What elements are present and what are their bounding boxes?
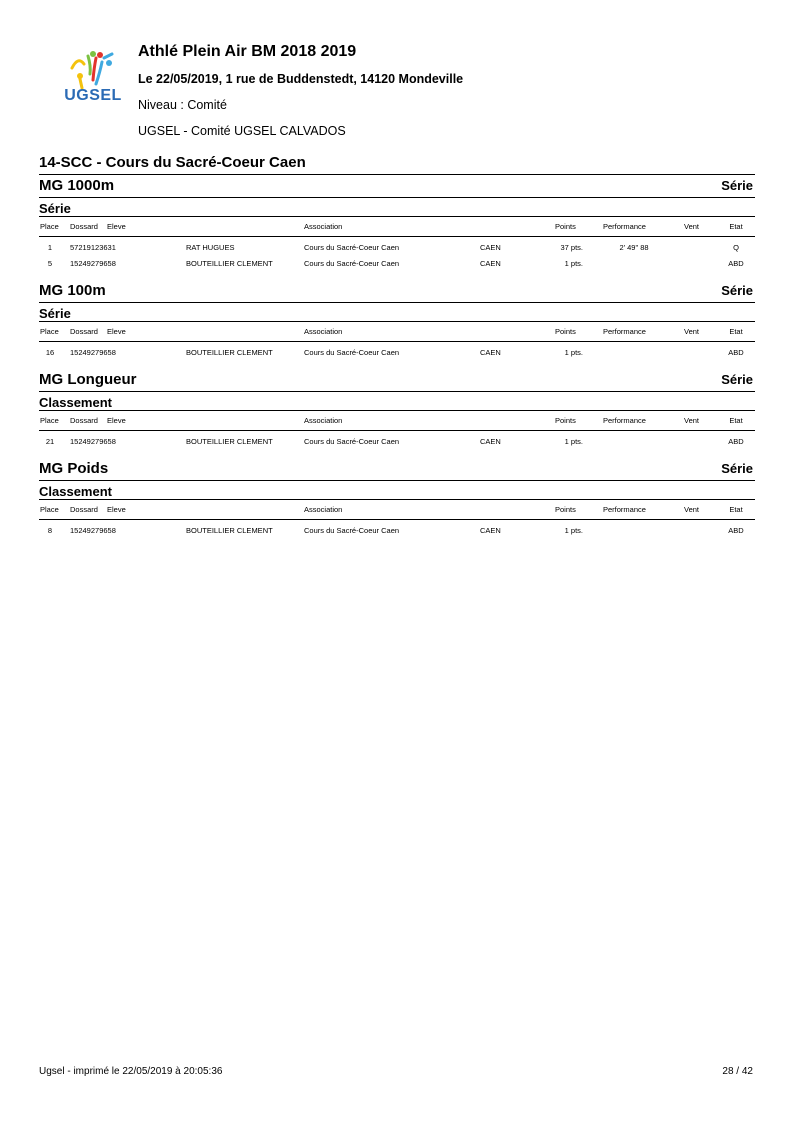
column-header-association: Association: [304, 222, 343, 231]
event-section: [39, 175, 755, 271]
column-header-points: Points: [555, 416, 576, 425]
city-cell: CAEN: [480, 243, 501, 252]
meeting-organization: UGSEL - Comité UGSEL CALVADOS: [138, 124, 346, 138]
column-header-performance: Performance: [603, 505, 646, 514]
event-section: [39, 280, 755, 360]
association-cell: Cours du Sacré-Coeur Caen: [304, 259, 400, 268]
event-header: [39, 280, 755, 303]
place-cell: 1: [47, 243, 53, 252]
event-type: Série: [721, 283, 753, 298]
event-header: [39, 175, 755, 198]
column-header-eleve: Eleve: [107, 505, 126, 514]
points-cell: 37 pts.: [560, 243, 583, 252]
event-type: Série: [721, 461, 753, 476]
performance-cell: 2' 49" 88: [619, 243, 649, 252]
table-header: [39, 500, 755, 520]
place-cell: 16: [45, 348, 55, 357]
ugsel-figures-icon: [60, 50, 126, 90]
event-section: [39, 458, 755, 538]
table-row: [39, 255, 755, 271]
logo-text: UGSEL: [64, 87, 122, 104]
print-info: Ugsel - imprimé le 22/05/2019 à 20:05:36: [39, 1066, 223, 1077]
column-header-etat: Etat: [729, 222, 743, 231]
column-header-vent: Vent: [684, 222, 700, 231]
round-name: Classement: [39, 395, 112, 410]
athlete-name-cell: BOUTEILLIER CLEMENT: [186, 348, 273, 357]
etat-cell: ABD: [728, 437, 744, 446]
city-cell: CAEN: [480, 526, 501, 535]
page-number: 28 / 42: [722, 1066, 753, 1077]
table-body: [39, 431, 755, 449]
column-header-vent: Vent: [684, 416, 700, 425]
city-cell: CAEN: [480, 348, 501, 357]
round-name: Classement: [39, 484, 112, 499]
athlete-name-cell: BOUTEILLIER CLEMENT: [186, 259, 273, 268]
column-header-association: Association: [304, 505, 343, 514]
association-cell: Cours du Sacré-Coeur Caen: [304, 437, 400, 446]
dossard-cell: 15249279658: [70, 348, 116, 357]
athlete-name-cell: BOUTEILLIER CLEMENT: [186, 437, 273, 446]
city-cell: CAEN: [480, 259, 501, 268]
column-header-eleve: Eleve: [107, 222, 126, 231]
dossard-cell: 15249279658: [70, 437, 116, 446]
points-cell: 1 pts.: [564, 437, 583, 446]
points-cell: 1 pts.: [564, 259, 583, 268]
association-cell: Cours du Sacré-Coeur Caen: [304, 348, 400, 357]
round-header: [39, 198, 755, 217]
column-header-dossard: Dossard: [70, 416, 98, 425]
place-cell: 5: [47, 259, 53, 268]
column-header-eleve: Eleve: [107, 416, 126, 425]
etat-cell: ABD: [728, 259, 744, 268]
column-header-association: Association: [304, 416, 343, 425]
dossard-cell: 57219123631: [70, 243, 116, 252]
dossard-cell: 15249279658: [70, 259, 116, 268]
event-header: [39, 369, 755, 392]
table-header: [39, 217, 755, 237]
association-cell: Cours du Sacré-Coeur Caen: [304, 526, 400, 535]
points-cell: 1 pts.: [564, 348, 583, 357]
round-header: [39, 392, 755, 411]
association-cell: Cours du Sacré-Coeur Caen: [304, 243, 400, 252]
column-header-performance: Performance: [603, 416, 646, 425]
meeting-level: Niveau : Comité: [138, 98, 227, 112]
table-body: [39, 237, 755, 271]
event-type: Série: [721, 372, 753, 387]
etat-cell: Q: [733, 243, 739, 252]
athlete-name-cell: RAT HUGUES: [186, 243, 235, 252]
column-header-place: Place: [40, 505, 59, 514]
column-header-performance: Performance: [603, 327, 646, 336]
column-header-place: Place: [40, 222, 59, 231]
round-name: Série: [39, 306, 71, 321]
ugsel-logo: [60, 50, 126, 106]
table-header: [39, 411, 755, 431]
etat-cell: ABD: [728, 526, 744, 535]
event-name: MG 1000m: [39, 177, 115, 194]
table-body: [39, 520, 755, 538]
round-header: [39, 481, 755, 500]
column-header-performance: Performance: [603, 222, 646, 231]
meeting-details: Le 22/05/2019, 1 rue de Buddenstedt, 14120 Mondeville: [138, 72, 464, 86]
event-name: MG 100m: [39, 282, 106, 299]
dossard-cell: 15249279658: [70, 526, 116, 535]
table-row: [39, 433, 755, 449]
column-header-place: Place: [40, 416, 59, 425]
table-row: [39, 522, 755, 538]
table-header: [39, 322, 755, 342]
event-name: MG Poids: [39, 460, 109, 477]
etat-cell: ABD: [728, 348, 744, 357]
column-header-dossard: Dossard: [70, 327, 98, 336]
column-header-etat: Etat: [729, 327, 743, 336]
column-header-place: Place: [40, 327, 59, 336]
column-header-etat: Etat: [729, 505, 743, 514]
points-cell: 1 pts.: [564, 526, 583, 535]
place-cell: 21: [45, 437, 55, 446]
column-header-vent: Vent: [684, 327, 700, 336]
round-name: Série: [39, 201, 71, 216]
column-header-dossard: Dossard: [70, 222, 98, 231]
table-row: [39, 344, 755, 360]
column-header-points: Points: [555, 222, 576, 231]
column-header-association: Association: [304, 327, 343, 336]
athlete-name-cell: BOUTEILLIER CLEMENT: [186, 526, 273, 535]
column-header-dossard: Dossard: [70, 505, 98, 514]
column-header-etat: Etat: [729, 416, 743, 425]
column-header-points: Points: [555, 505, 576, 514]
event-type: Série: [721, 178, 753, 193]
city-cell: CAEN: [480, 437, 501, 446]
school-title: 14-SCC - Cours du Sacré-Coeur Caen: [39, 154, 306, 171]
table-row: [39, 239, 755, 255]
event-name: MG Longueur: [39, 371, 137, 388]
page-title: Athlé Plein Air BM 2018 2019: [138, 43, 357, 60]
round-header: [39, 303, 755, 322]
column-header-eleve: Eleve: [107, 327, 126, 336]
place-cell: 8: [47, 526, 53, 535]
event-section: [39, 369, 755, 449]
table-body: [39, 342, 755, 360]
column-header-points: Points: [555, 327, 576, 336]
column-header-vent: Vent: [684, 505, 700, 514]
event-header: [39, 458, 755, 481]
